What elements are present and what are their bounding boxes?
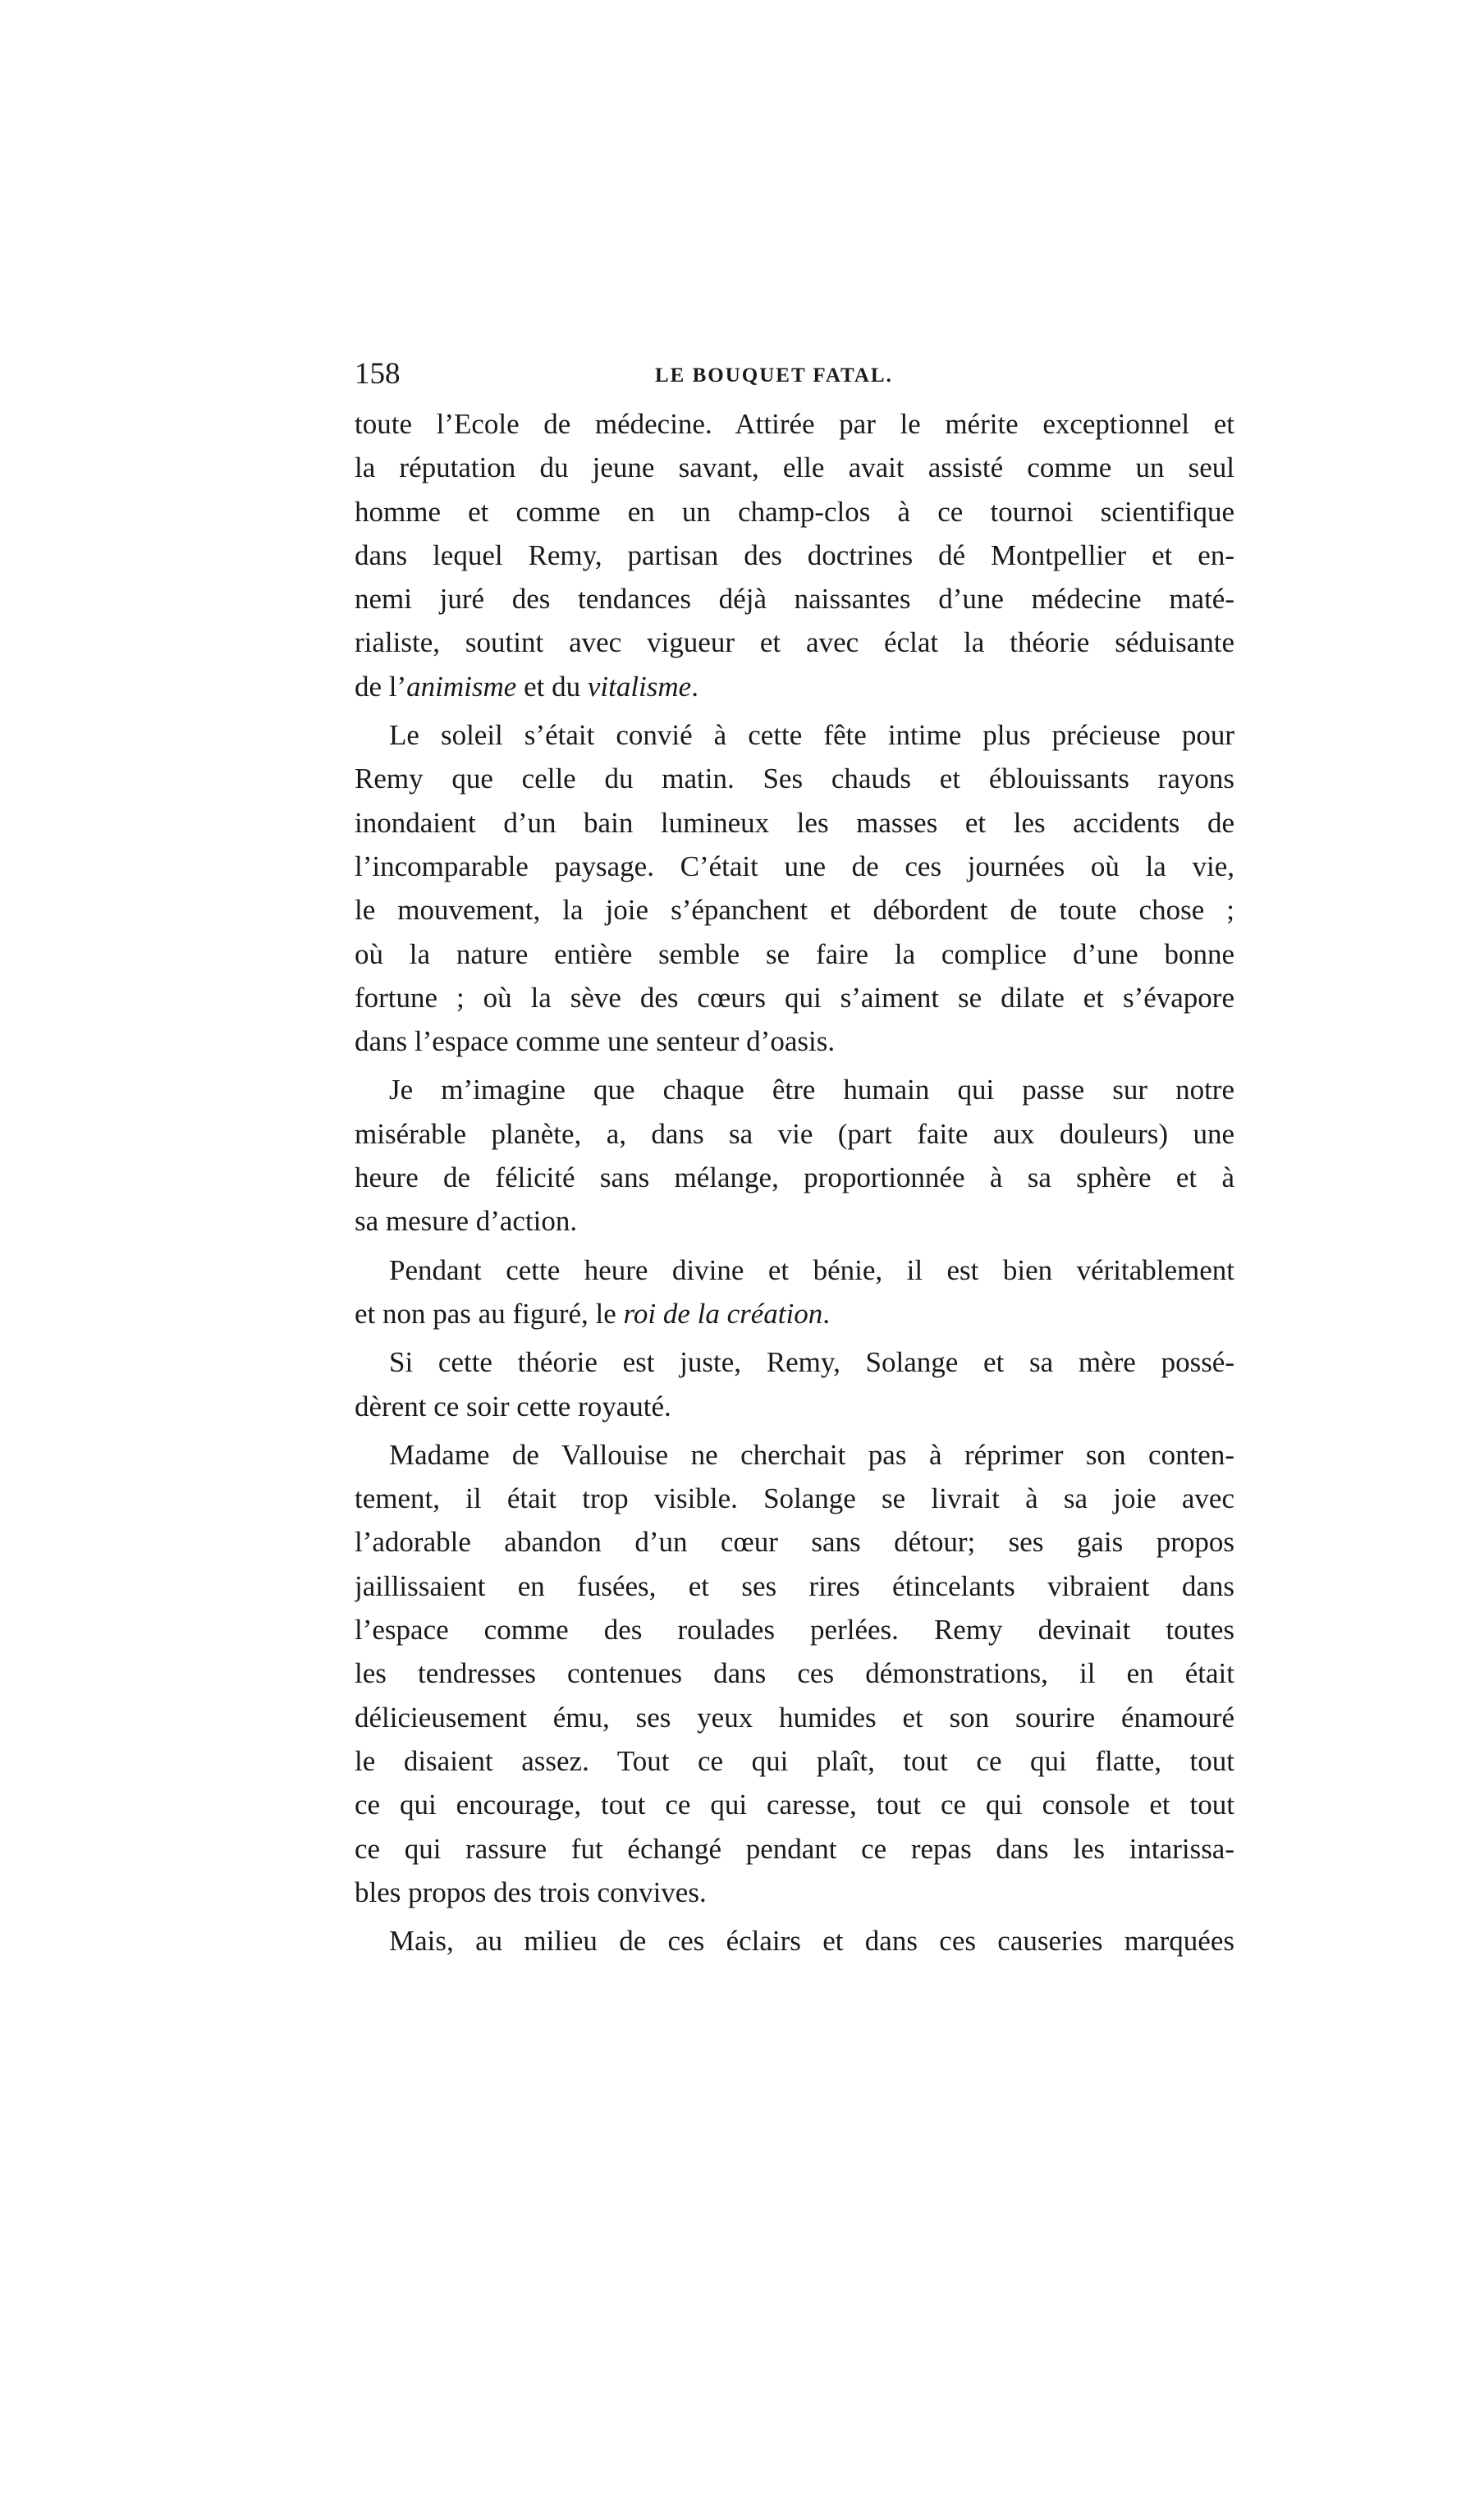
page-number: 158 <box>355 357 401 391</box>
text-fragment: . <box>822 1297 830 1330</box>
text-line: Pendant cette heure divine et bénie, il est bien véritablement <box>389 1253 1234 1286</box>
paragraph <box>355 1919 1234 1963</box>
text-line: bles propos des trois convives. <box>355 1876 707 1908</box>
text-line: sa mesure d’action. <box>355 1205 578 1238</box>
text-fragment: . <box>691 670 698 703</box>
text-line: dèrent ce soir cette royauté. <box>355 1390 671 1422</box>
page-header <box>355 353 1234 394</box>
italic-term: roi de la création <box>623 1297 823 1330</box>
text-line: où la nature entière semble se faire la complice d’une bonne <box>355 937 1234 970</box>
text-line: dans l’espace comme une senteur d’oasis. <box>355 1025 836 1058</box>
paragraph <box>355 402 1234 708</box>
text-fragment: de l’ <box>355 670 407 703</box>
paragraph <box>355 1340 1234 1428</box>
text-line: jaillissaient en fusées, et ses rires étincelants vibraient dans <box>355 1569 1234 1602</box>
text-line: Remy que celle du matin. Ses chauds et éblouissants rayons <box>355 763 1234 795</box>
text-line: homme et comme en un champ-clos à ce tournoi scientifique <box>355 495 1234 528</box>
text-line: le disaient assez. Tout ce qui plaît, tout ce qui flatte, tout <box>355 1744 1234 1777</box>
text-line: rialiste, soutint avec vigueur et avec éclat la théorie séduisante <box>355 626 1234 659</box>
text-line: Le soleil s’était convié à cette fête intime plus précieuse pour <box>389 719 1234 752</box>
text-line <box>355 665 1234 708</box>
text-line: dans lequel Remy, partisan des doctrines dé Montpellier et en- <box>355 538 1234 571</box>
text-line: le mouvement, la joie s’épanchent et débordent de toute chose ; <box>355 894 1234 927</box>
text-line: l’espace comme des roulades perlées. Remy devinait toutes <box>355 1614 1234 1647</box>
text-line: inondaient d’un bain lumineux les masses et les accidents de <box>355 806 1234 839</box>
text-line: misérable planète, a, dans sa vie (part faite aux douleurs) une <box>355 1117 1234 1150</box>
paragraph <box>355 1068 1234 1243</box>
text-line: nemi juré des tendances déjà naissantes d’une médecine maté- <box>355 583 1234 616</box>
text-line: tement, il était trop visible. Solange se livrait à sa joie avec <box>355 1482 1234 1515</box>
italic-term: vitalisme <box>587 670 692 703</box>
text-line: heure de félicité sans mélange, proportionnée à sa sphère et à <box>355 1161 1234 1194</box>
paragraph <box>355 1433 1234 1914</box>
text-line: toute l’Ecole de médecine. Attirée par le mérite exceptionnel et <box>355 408 1234 440</box>
text-line: ce qui rassure fut échangé pendant ce repas dans les intarissa- <box>355 1832 1234 1865</box>
text-line: Madame de Vallouise ne cherchait pas à réprimer son conten- <box>389 1438 1234 1471</box>
text-line: Mais, au milieu de ces éclairs et dans ces causeries marquées <box>389 1925 1234 1958</box>
body-text <box>355 402 1234 1963</box>
running-title: LE BOUQUET FATAL. <box>655 364 893 387</box>
text-line: les tendresses contenues dans ces démonstrations, il en était <box>355 1657 1234 1690</box>
text-line: Si cette théorie est juste, Remy, Solange et sa mère possé- <box>389 1346 1234 1379</box>
text-fragment: et du <box>516 670 588 703</box>
italic-term: animisme <box>406 670 517 703</box>
text-line: l’adorable abandon d’un cœur sans détour; ses gais propos <box>355 1526 1234 1559</box>
text-line: Je m’imagine que chaque être humain qui passe sur notre <box>389 1074 1234 1106</box>
text-line: la réputation du jeune savant, elle avait assisté comme un seul <box>355 451 1234 484</box>
text-line: fortune ; où la sève des cœurs qui s’aiment se dilate et s’évapore <box>355 981 1234 1014</box>
text-line: délicieusement ému, ses yeux humides et son sourire énamouré <box>355 1701 1234 1734</box>
text-line: ce qui encourage, tout ce qui caresse, tout ce qui console et tout <box>355 1789 1234 1821</box>
paragraph <box>355 1248 1234 1336</box>
text-fragment: et non pas au figuré, le <box>355 1297 624 1330</box>
paragraph <box>355 713 1234 1063</box>
text-line <box>355 1292 1234 1335</box>
text-line: l’incomparable paysage. C’était une de ces journées où la vie, <box>355 850 1234 882</box>
